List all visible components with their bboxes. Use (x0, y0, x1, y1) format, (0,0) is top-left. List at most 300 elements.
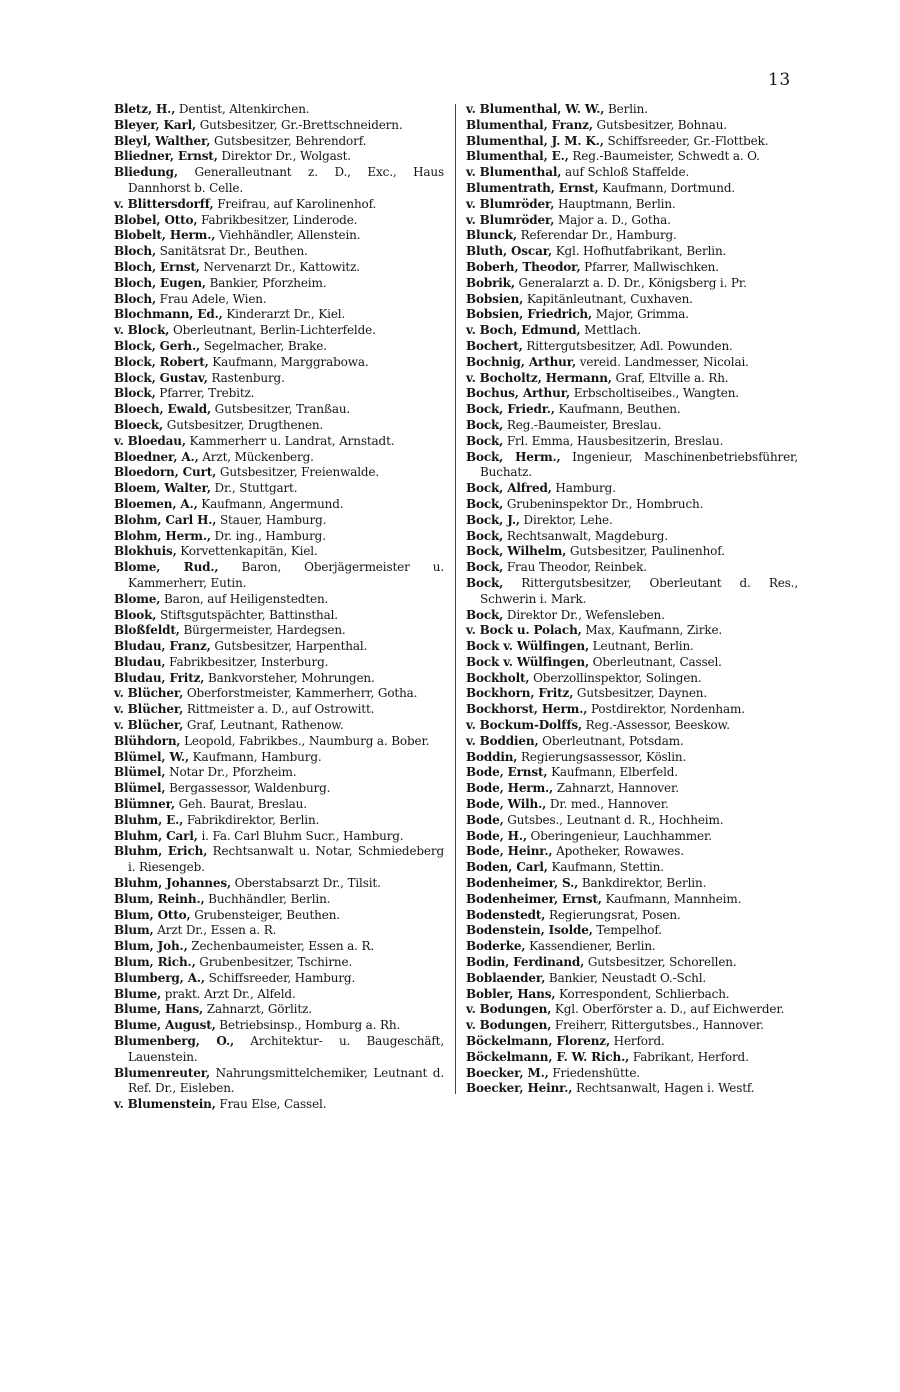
directory-entry (114, 465, 444, 481)
entry-name: Blühdorn, (114, 733, 181, 748)
directory-entry (114, 544, 444, 560)
entry-details: Fabrikdirektor, Berlin. (183, 812, 320, 827)
entry-details: Reg.-Baumeister, Breslau. (503, 417, 662, 432)
entry-details: Gutsbes., Leutnant d. R., Hochheim. (503, 812, 724, 827)
directory-entry (466, 734, 798, 750)
entry-details: Grubensteiger, Beuthen. (190, 907, 340, 922)
entry-name: Bochnig, Arthur, (466, 354, 577, 369)
directory-entry (466, 876, 798, 892)
entry-name: Bode, H., (466, 828, 527, 843)
directory-entry (114, 939, 444, 955)
directory-entry (114, 276, 444, 292)
entry-name: Blumenreuter, (114, 1065, 211, 1080)
entry-name: Bockhorst, Herm., (466, 702, 588, 717)
directory-entry (114, 892, 444, 908)
entry-name: Bochus, Arthur, (466, 386, 571, 401)
entry-name: Bleyer, Karl, (114, 117, 197, 132)
entry-name: Bluhm, E., (114, 812, 184, 827)
directory-entry (466, 750, 798, 766)
directory-entry (466, 686, 798, 702)
entry-name: Bloemen, A., (114, 496, 198, 511)
directory-entry (466, 165, 798, 181)
entry-details: Bankvorsteher, Mohrungen. (204, 670, 375, 685)
entry-details: Stauer, Hamburg. (216, 512, 327, 527)
entry-name: v. Bock u. Polach, (466, 623, 582, 638)
entry-name: v. Blumenthal, (466, 165, 562, 180)
directory-entry (466, 765, 798, 781)
entry-details: Referendar Dr., Hamburg. (516, 228, 677, 243)
entry-name: Blume, (114, 986, 162, 1001)
entry-details: Regierungsassessor, Köslin. (517, 749, 687, 764)
entry-details: Rittmeister a. D., auf Ostrowitt. (183, 702, 375, 717)
entry-details: Fabrikant, Herford. (629, 1049, 749, 1064)
entry-details: Major a. D., Gotha. (554, 212, 671, 227)
directory-entry (114, 955, 444, 971)
entry-name: Blumenthal, Franz, (466, 117, 593, 132)
entry-name: Bodenstedt, (466, 907, 546, 922)
directory-entry (114, 260, 444, 276)
entry-details: Gutsbesitzer, Schorellen. (584, 955, 737, 970)
directory-entry (114, 197, 444, 213)
directory-entry (466, 576, 798, 608)
entry-name: Bliedner, Ernst, (114, 149, 218, 164)
entry-name: Bodenstein, Isolde, (466, 923, 593, 938)
page-number: 13 (768, 70, 791, 90)
entry-details: Kgl. Oberförster a. D., auf Eichwerder. (551, 1002, 785, 1017)
entry-details: Rechtsanwalt, Magdeburg. (503, 528, 668, 543)
directory-entry (114, 292, 444, 308)
directory-entry (466, 434, 798, 450)
directory-entry (466, 213, 798, 229)
directory-entry (466, 860, 798, 876)
directory-entry (114, 923, 444, 939)
directory-entry (466, 1081, 798, 1097)
entry-name: Bluhm, Johannes, (114, 876, 232, 891)
entry-details: Korvettenkapitän, Kiel. (176, 544, 318, 559)
entry-name: Blunck, (466, 228, 517, 243)
entry-name: Bloedner, A., (114, 449, 199, 464)
directory-entry (114, 165, 444, 197)
directory-entry (466, 260, 798, 276)
directory-entry (114, 844, 444, 876)
entry-name: Bode, Ernst, (466, 765, 548, 780)
entry-details: Architektur- u. Baugeschäft, Lauenstein. (128, 1034, 444, 1064)
directory-entry (114, 908, 444, 924)
entry-name: Bode, Heinr., (466, 844, 553, 859)
directory-entry (466, 639, 798, 655)
entry-name: Bloedorn, Curt, (114, 465, 217, 480)
directory-entry (114, 876, 444, 892)
entry-details: Gutsbesitzer, Tranßau. (211, 402, 351, 417)
entry-details: Arzt, Mückenberg. (198, 449, 314, 464)
entry-name: Bock, J., (466, 512, 520, 527)
entry-name: Bobler, Hans, (466, 986, 556, 1001)
entry-name: Blümner, (114, 797, 175, 812)
entry-name: Blobel, Otto, (114, 212, 198, 227)
entry-details: Gutsbesitzer, Harpenthal. (210, 639, 368, 654)
entry-name: Boblaender, (466, 970, 546, 985)
directory-entry (114, 592, 444, 608)
entry-details: Kaufmann, Hamburg. (189, 749, 322, 764)
directory-entry (466, 497, 798, 513)
entry-name: Blohm, Herm., (114, 528, 211, 543)
directory-entry (466, 134, 798, 150)
entry-name: v. Blumenstein, (114, 1097, 216, 1112)
entry-name: v. Blumenthal, W. W., (466, 102, 605, 116)
entry-details: Gutsbesitzer, Drugthenen. (163, 417, 324, 432)
entry-name: Bloech, Ewald, (114, 402, 212, 417)
directory-entry (114, 149, 444, 165)
entry-details: Kapitänleutnant, Cuxhaven. (523, 291, 693, 306)
entry-details: Schiffsreeder, Hamburg. (204, 970, 356, 985)
directory-entry (466, 244, 798, 260)
directory-entry (466, 939, 798, 955)
entry-details: Oberstabsarzt Dr., Tilsit. (231, 876, 381, 891)
right-column (466, 102, 798, 1097)
entry-details: Baron, Oberjägermeister u. Kammerherr, Eutin. (128, 560, 444, 590)
entry-name: Boden, Carl, (466, 860, 548, 875)
entry-details: Major, Grimma. (592, 307, 689, 322)
entry-name: Bodin, Ferdinand, (466, 955, 585, 970)
directory-entry (466, 1034, 798, 1050)
entry-name: Böckelmann, Florenz, (466, 1034, 610, 1049)
entry-name: Bobrik, (466, 275, 515, 290)
entry-details: Reg.-Assessor, Beeskow. (581, 718, 730, 733)
directory-entry (466, 608, 798, 624)
entry-name: Bletz, H., (114, 102, 176, 116)
entry-name: Bluth, Oscar, (466, 244, 553, 259)
entry-details: Frau Else, Cassel. (215, 1097, 327, 1112)
entry-details: Frau Theodor, Reinbek. (503, 560, 647, 575)
entry-details: Dentist, Altenkirchen. (175, 102, 310, 116)
entry-details: Generalarzt a. D. Dr., Königsberg i. Pr. (514, 275, 747, 290)
entry-details: Geh. Baurat, Breslau. (174, 797, 307, 812)
directory-entry (114, 481, 444, 497)
directory-entry (114, 623, 444, 639)
directory-entry (114, 434, 444, 450)
directory-entry (466, 418, 798, 434)
entry-details: Rastenburg. (207, 370, 285, 385)
entry-details: Grubeninspektor Dr., Hombruch. (503, 496, 704, 511)
entry-name: Blumenthal, E., (466, 149, 569, 164)
directory-entry (114, 513, 444, 529)
entry-details: Reg.-Baumeister, Schwedt a. O. (568, 149, 760, 164)
directory-entry (114, 1018, 444, 1034)
entry-details: Freiherr, Rittergutsbes., Hannover. (551, 1018, 764, 1033)
entry-details: Dr. med., Hannover. (546, 797, 669, 812)
directory-entry (466, 829, 798, 845)
entry-name: Blome, (114, 591, 161, 606)
directory-entry (466, 102, 798, 118)
entry-name: Block, (114, 386, 156, 401)
entry-details: Betriebsinsp., Homburg a. Rh. (215, 1018, 401, 1033)
entry-details: Direktor Dr., Wolgast. (217, 149, 351, 164)
directory-entry (114, 402, 444, 418)
entry-details: Rittergutsbesitzer, Adl. Powunden. (522, 338, 733, 353)
entry-details: vereid. Landmesser, Nicolai. (576, 354, 749, 369)
directory-entry (466, 987, 798, 1003)
directory-entry (466, 655, 798, 671)
directory-entry (114, 1097, 444, 1113)
entry-details: Oberforstmeister, Kammerherr, Gotha. (183, 686, 418, 701)
entry-details: Oberleutnant, Cassel. (589, 654, 722, 669)
directory-entry (466, 892, 798, 908)
directory-entry (114, 671, 444, 687)
entry-details: Hauptmann, Berlin. (554, 196, 676, 211)
entry-details: prakt. Arzt Dr., Alfeld. (161, 986, 296, 1001)
entry-name: Bode, Wilh., (466, 797, 547, 812)
directory-entry (466, 307, 798, 323)
directory-entry (466, 450, 798, 482)
entry-name: v. Blittersdorff, (114, 196, 214, 211)
entry-name: v. Bloedau, (114, 433, 186, 448)
directory-entry (114, 102, 444, 118)
entry-details: Fabrikbesitzer, Linderode. (197, 212, 358, 227)
entry-name: Bockholt, (466, 670, 530, 685)
directory-entry (114, 686, 444, 702)
directory-entry (114, 497, 444, 513)
entry-details: Rechtsanwalt, Hagen i. Westf. (572, 1081, 755, 1096)
entry-name: Bock, (466, 575, 504, 590)
entry-name: Boecker, M., (466, 1065, 549, 1080)
directory-entry (466, 718, 798, 734)
entry-name: Block, Robert, (114, 354, 209, 369)
entry-name: v. Boddien, (466, 733, 539, 748)
directory-entry (114, 1034, 444, 1066)
directory-entry (114, 450, 444, 466)
directory-entry (466, 955, 798, 971)
directory-entry (466, 1018, 798, 1034)
entry-details: Kinderarzt Dr., Kiel. (222, 307, 346, 322)
entry-name: v. Bocholtz, Hermann, (466, 370, 612, 385)
entry-name: Bloch, (114, 291, 157, 306)
directory-entry (466, 355, 798, 371)
directory-entry (466, 323, 798, 339)
entry-name: v. Blücher, (114, 702, 184, 717)
entry-details: Leutnant, Berlin. (589, 639, 694, 654)
entry-details: Bankdirektor, Berlin. (578, 876, 707, 891)
entry-details: i. Fa. Carl Bluhm Sucr., Hamburg. (197, 828, 404, 843)
entry-details: Grubenbesitzer, Tschirne. (195, 955, 353, 970)
entry-details: Viehhändler, Allenstein. (215, 228, 361, 243)
directory-entry (114, 529, 444, 545)
entry-details: Arzt Dr., Essen a. R. (153, 923, 277, 938)
entry-details: Korrespondent, Schlierbach. (555, 986, 730, 1001)
entry-details: Friedenshütte. (548, 1065, 640, 1080)
directory-entry (114, 371, 444, 387)
entry-details: Dr. ing., Hamburg. (210, 528, 326, 543)
directory-entry (466, 1002, 798, 1018)
entry-details: Kaufmann, Angermund. (197, 496, 344, 511)
entry-name: Bluhm, Erich, (114, 844, 208, 859)
entry-details: Oberleutnant, Potsdam. (538, 733, 684, 748)
entry-details: Baron, auf Heiligenstedten. (160, 591, 329, 606)
entry-name: v. Block, (114, 323, 170, 338)
entry-details: Gutsbesitzer, Gr.-Brettschneidern. (196, 117, 403, 132)
entry-name: Blobelt, Herm., (114, 228, 216, 243)
directory-entry (466, 292, 798, 308)
entry-name: Bochert, (466, 338, 523, 353)
entry-name: Bloch, Eugen, (114, 275, 206, 290)
directory-entry (466, 923, 798, 939)
entry-name: Boddin, (466, 749, 518, 764)
entry-name: Blook, (114, 607, 157, 622)
directory-entry (466, 118, 798, 134)
entry-details: Direktor Dr., Wefensleben. (503, 607, 665, 622)
entry-name: Bock, Alfred, (466, 481, 552, 496)
entry-name: Block, Gustav, (114, 370, 208, 385)
entry-details: Sanitätsrat Dr., Beuthen. (156, 244, 308, 259)
directory-entry (466, 908, 798, 924)
entry-name: Blochmann, Ed., (114, 307, 223, 322)
entry-details: Kaufmann, Elberfeld. (547, 765, 678, 780)
directory-entry (466, 702, 798, 718)
entry-name: Bock, (466, 433, 504, 448)
directory-entry (114, 560, 444, 592)
entry-name: Bock v. Wülfingen, (466, 639, 590, 654)
entry-name: Bloeck, (114, 417, 164, 432)
directory-entry (114, 702, 444, 718)
directory-entry (114, 323, 444, 339)
entry-details: Notar Dr., Pforzheim. (165, 765, 297, 780)
directory-entry (114, 655, 444, 671)
directory-entry (466, 671, 798, 687)
entry-details: Kaufmann, Mannheim. (601, 891, 742, 906)
entry-name: Bludau, Franz, (114, 639, 211, 654)
entry-details: Gutsbesitzer, Paulinenhof. (566, 544, 725, 559)
entry-details: Zechenbaumeister, Essen a. R. (187, 939, 374, 954)
entry-name: Bock, (466, 496, 504, 511)
entry-details: Segelmacher, Brake. (200, 338, 327, 353)
entry-details: Nahrungsmittelchemiker, Leutnant d. Ref. Dr., Eisleben. (128, 1065, 444, 1096)
entry-name: Blume, August, (114, 1018, 216, 1033)
entry-name: Bodenheimer, Ernst, (466, 891, 602, 906)
entry-name: Bock v. Wülfingen, (466, 654, 590, 669)
entry-details: Gutsbesitzer, Bohnau. (592, 117, 727, 132)
entry-details: Oberzollinspektor, Solingen. (529, 670, 702, 685)
entry-details: Bürgermeister, Hardegsen. (179, 623, 346, 638)
entry-name: Bock, (466, 560, 504, 575)
entry-name: Blumenberg, O., (114, 1034, 235, 1049)
directory-entry (466, 339, 798, 355)
directory-entry (466, 228, 798, 244)
entry-name: Bock, Herm., (466, 449, 561, 464)
entry-details: Leopold, Fabrikbes., Naumburg a. Bober. (180, 733, 430, 748)
directory-entry (114, 797, 444, 813)
entry-name: Blum, Joh., (114, 939, 188, 954)
entry-details: Dr., Stuttgart. (210, 481, 298, 496)
entry-name: Bloßfeldt, (114, 623, 180, 638)
entry-name: Bobsien, Friedrich, (466, 307, 593, 322)
entry-name: Bloch, Ernst, (114, 259, 200, 274)
entry-details: Mettlach. (580, 323, 642, 338)
entry-name: Bockhorn, Fritz, (466, 686, 574, 701)
entry-details: Rechtsanwalt u. Notar, Schmiedeberg i. Riesengeb. (128, 844, 445, 875)
entry-name: Bludau, Fritz, (114, 670, 205, 685)
entry-details: Graf, Eltville a. Rh. (611, 370, 729, 385)
directory-entry (114, 813, 444, 829)
entry-details: Kgl. Hofhutfabrikant, Berlin. (552, 244, 727, 259)
entry-name: Bludau, (114, 654, 166, 669)
entry-details: Kaufmann, Dortmund. (598, 180, 736, 195)
directory-entry (114, 134, 444, 150)
directory-entry (466, 544, 798, 560)
entry-name: Blumentrath, Ernst, (466, 180, 599, 195)
entry-name: Boecker, Heinr., (466, 1081, 573, 1096)
entry-details: Schiffsreeder, Gr.-Flottbek. (603, 133, 769, 148)
directory-entry (114, 339, 444, 355)
entry-details: Freifrau, auf Karolinenhof. (213, 196, 377, 211)
entry-name: Bleyl, Walther, (114, 133, 211, 148)
entry-details: Fabrikbesitzer, Insterburg. (165, 654, 329, 669)
entry-name: Blümel, W., (114, 749, 189, 764)
entry-name: Boberh, Theodor, (466, 259, 581, 274)
entry-details: Oberingenieur, Lauchhammer. (526, 828, 712, 843)
entry-name: Blume, Hans, (114, 1002, 204, 1017)
entry-details: Apotheker, Rowawes. (552, 844, 684, 859)
entry-name: Bock, (466, 528, 504, 543)
directory-entry (466, 1050, 798, 1066)
directory-entry (114, 307, 444, 323)
directory-entry (114, 734, 444, 750)
directory-entry (114, 213, 444, 229)
directory-entry (466, 276, 798, 292)
directory-entry (114, 829, 444, 845)
entry-details: Zahnarzt, Hannover. (553, 781, 679, 796)
entry-name: Blum, Rich., (114, 955, 196, 970)
directory-entry (466, 402, 798, 418)
directory-entry (466, 149, 798, 165)
directory-entry (466, 623, 798, 639)
entry-name: Boderke, (466, 939, 526, 954)
entry-name: v. Boch, Edmund, (466, 323, 581, 338)
entry-details: Postdirektor, Nordenham. (587, 702, 745, 717)
entry-details: Pfarrer, Trebitz. (155, 386, 255, 401)
entry-details: Berlin. (604, 102, 648, 116)
entry-name: v. Bodungen, (466, 1002, 552, 1017)
directory-entry (114, 1002, 444, 1018)
entry-name: v. Blücher, (114, 686, 184, 701)
entry-details: Bergassessor, Waldenburg. (165, 781, 331, 796)
entry-name: Blümel, (114, 765, 166, 780)
entry-details: Stiftsgutspächter, Battinsthal. (156, 607, 338, 622)
entry-details: Frau Adele, Wien. (156, 291, 267, 306)
directory-entry (114, 781, 444, 797)
entry-name: Bliedung, (114, 165, 178, 180)
entry-details: Graf, Leutnant, Rathenow. (183, 718, 344, 733)
directory-entry (466, 844, 798, 860)
entry-details: Direktor, Lehe. (519, 512, 613, 527)
directory-entry (466, 971, 798, 987)
entry-details: Kammerherr u. Landrat, Arnstadt. (185, 433, 395, 448)
entry-details: Pfarrer, Mallwischken. (580, 259, 719, 274)
entry-name: Blohm, Carl H., (114, 512, 217, 527)
column-divider (455, 104, 456, 1094)
entry-details: Buchhändler, Berlin. (204, 891, 331, 906)
entry-name: Blum, Otto, (114, 907, 191, 922)
entry-details: Ingenieur, Maschinenbetriebsführer, Buchatz. (480, 449, 798, 480)
entry-name: Blumberg, A., (114, 970, 205, 985)
directory-entry (466, 371, 798, 387)
entry-details: Max, Kaufmann, Zirke. (581, 623, 723, 638)
entry-name: Bock, (466, 417, 504, 432)
directory-entry (114, 987, 444, 1003)
entry-name: Block, Gerh., (114, 338, 201, 353)
entry-details: auf Schloß Staffelde. (561, 165, 690, 180)
directory-entry (466, 781, 798, 797)
entry-details: Kaufmann, Marggrabowa. (208, 354, 369, 369)
entry-name: Blümel, (114, 781, 166, 796)
